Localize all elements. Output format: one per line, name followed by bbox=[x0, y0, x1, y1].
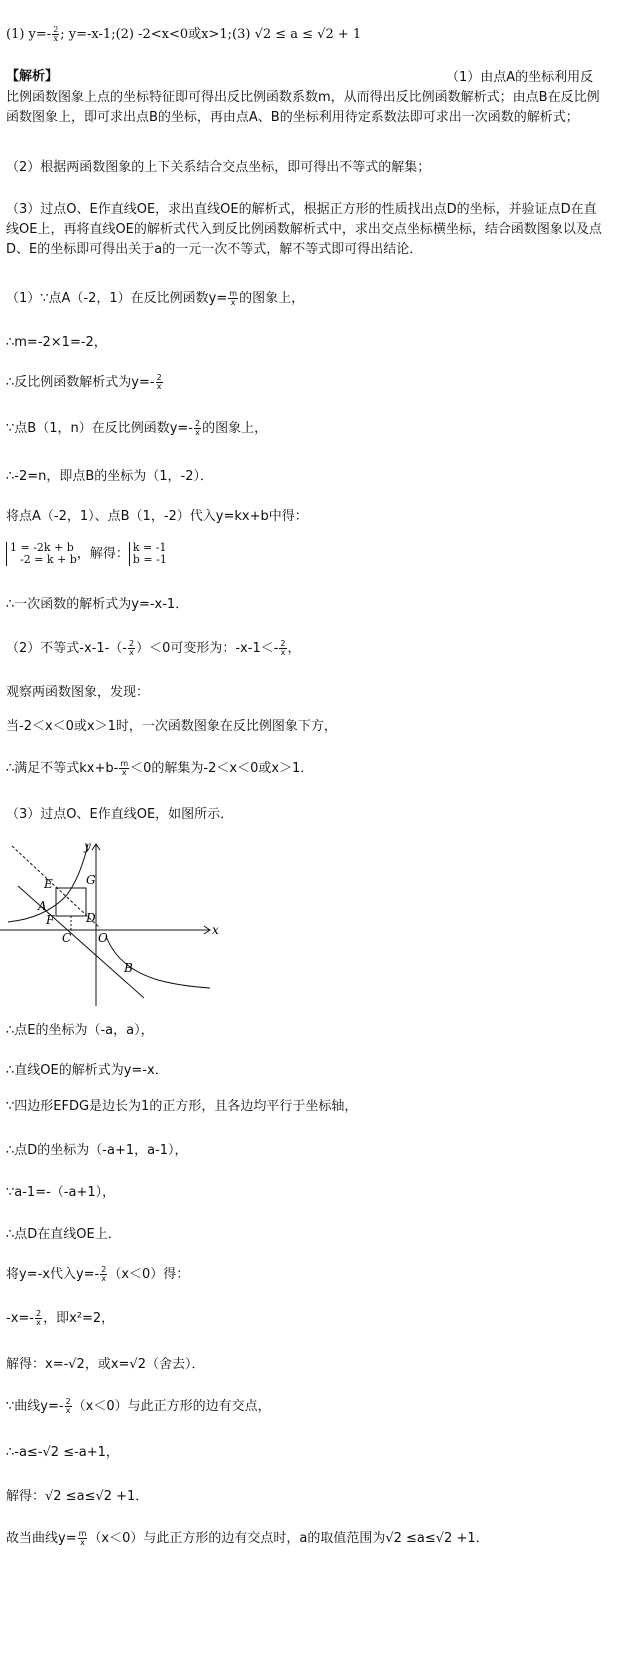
solution-line: 解得：x=-√2，或x=√2（舍去）． bbox=[6, 1357, 205, 1372]
solution-line: ∴-2=n，即点B的坐标为（1，-2）． bbox=[6, 469, 214, 484]
label-c: C bbox=[62, 931, 72, 945]
label-x: x bbox=[212, 923, 219, 937]
fraction: $\frac{2}{x}$ bbox=[35, 1309, 42, 1327]
label-o: O bbox=[98, 931, 108, 945]
equation-solution: k = -1 b = -1 bbox=[129, 542, 167, 566]
analysis-heading: 【解析】 bbox=[6, 69, 59, 84]
fraction: $\frac{2}{x}$ bbox=[129, 639, 135, 657]
hyperbola-right-branch bbox=[106, 936, 210, 988]
solution-line: ∴-a≤-√2 ≤-a+1， bbox=[6, 1445, 119, 1460]
label-a: A bbox=[38, 899, 47, 913]
solution-line: ∴m=-2×1=-2， bbox=[6, 335, 107, 350]
label-b: B bbox=[124, 961, 133, 975]
label-e: E bbox=[44, 877, 53, 891]
label-y: y bbox=[84, 839, 91, 853]
solution-line: 将y=-x代入y=- $\frac{2}{x}$ （x＜0）得： bbox=[6, 1265, 190, 1283]
solution-line: （2）不等式-x-1-（- $\frac{2}{x}$ ）＜0可变形为：-x-1＜- $\frac{2}{x}$ ， bbox=[6, 639, 301, 657]
solution-line: ∵四边形EFDG是边长为1的正方形，且各边均平行于坐标轴， bbox=[6, 1099, 358, 1114]
square-efdg bbox=[56, 888, 86, 916]
fraction: $\frac{2}{x}$ bbox=[156, 373, 162, 391]
solution-line: ∵曲线y=- $\frac{2}{x}$ （x＜0）与此正方形的边有交点， bbox=[6, 1397, 271, 1415]
analysis-para-3: （3）过点O、E作直线OE，求出直线OE的解析式，根据正方形的性质找出点D的坐标，并验证点D在直线OE上，再将直线OE的解析式代入到反比例函数解析式中，求出交点坐标横坐标，结合函数图象以及点D、E的坐标即可得出关于a的一元一次不等式，解不等式即可得出结论． bbox=[6, 202, 602, 257]
analysis-para-1: （1）由点A的坐标利用反比例函数图象上点的坐标特征即可得出反比例函数系数m，从而得出反比例函数解析式；由点B在反比例函数图象上，即可求出点B的坐标，再由点A、B的坐标利用待定系数法即可求出一次函数的解析式； bbox=[6, 70, 600, 125]
solution-line: ∴直线OE的解析式为y=-x． bbox=[6, 1063, 168, 1078]
solution-line: 解得：√2 ≤a≤√2 +1． bbox=[6, 1489, 149, 1504]
solution-line: 观察两函数图象，发现： bbox=[6, 685, 150, 700]
equation-system-line: 1 = -2k + b -2 = k + b ，解得： k = -1 b = -1 bbox=[6, 542, 167, 566]
solution-line: ∴满足不等式kx+b- $\frac{m}{x}$ ＜0的解集为-2＜x＜0或x＞1． bbox=[6, 759, 314, 777]
fraction: $\frac{2}{x}$ bbox=[53, 25, 59, 43]
solution-line: 故当曲线y= $\frac{m}{x}$ （x＜0）与此正方形的边有交点时，a的取值范围为√2 ≤a≤√2 +1． bbox=[6, 1529, 489, 1547]
solution-line: ∴点E的坐标为（-a，a）， bbox=[6, 1023, 154, 1038]
fraction: $\frac{m}{x}$ bbox=[120, 759, 129, 777]
answer-text: (1) y=- bbox=[6, 27, 52, 42]
fraction: $\frac{2}{x}$ bbox=[194, 419, 201, 437]
solution-line: ∵a-1=-（-a+1）， bbox=[6, 1185, 116, 1200]
solution-line: ∴点D的坐标为（-a+1，a-1）， bbox=[6, 1143, 188, 1158]
solution-line: ∴一次函数的解析式为y=-x-1． bbox=[6, 597, 189, 612]
solution-line: 将点A（-2，1）、点B（1，-2）代入y=kx+b中得： bbox=[6, 509, 308, 524]
label-g: G bbox=[86, 873, 96, 887]
fraction: $\frac{2}{x}$ bbox=[280, 639, 286, 657]
fraction: $\frac{2}{x}$ bbox=[65, 1397, 71, 1415]
fraction: $\frac{m}{x}$ bbox=[78, 1529, 87, 1547]
answer-text: ; y=-x-1;(2) -2<x<0或x>1;(3) √2 ≤ a ≤ √2 + 1 bbox=[60, 27, 362, 42]
solution-line: （3）过点O、E作直线OE，如图所示． bbox=[6, 807, 234, 822]
solution-line: ∵点B（1，n）在反比例函数y=- $\frac{2}{x}$ 的图象上， bbox=[6, 419, 268, 437]
fraction: $\frac{2}{x}$ bbox=[101, 1265, 107, 1283]
solution-line: ∴反比例函数解析式为y=- $\frac{2}{x}$ bbox=[6, 373, 162, 391]
line-ab bbox=[18, 886, 144, 998]
label-f: F bbox=[46, 913, 55, 927]
analysis-para-2: （2）根据两函数图象的上下关系结合交点坐标，即可得出不等式的解集； bbox=[6, 160, 431, 175]
solution-line: 当-2＜x＜0或x＞1时，一次函数图象在反比例图象下方， bbox=[6, 719, 337, 734]
solution-line: -x=- $\frac{2}{x}$ ，即x²=2， bbox=[6, 1309, 115, 1327]
equation-system: 1 = -2k + b -2 = k + b bbox=[6, 542, 77, 566]
solution-line: （1）∵点A（-2，1）在反比例函数y= $\frac{m}{x}$ 的图象上， bbox=[6, 289, 305, 307]
coordinate-figure bbox=[0, 838, 230, 1008]
answer-line bbox=[6, 26, 361, 44]
label-d: D bbox=[86, 911, 96, 925]
fraction: $\frac{m}{x}$ bbox=[229, 289, 238, 307]
solution-line: ∴点D在直线OE上． bbox=[6, 1227, 121, 1242]
